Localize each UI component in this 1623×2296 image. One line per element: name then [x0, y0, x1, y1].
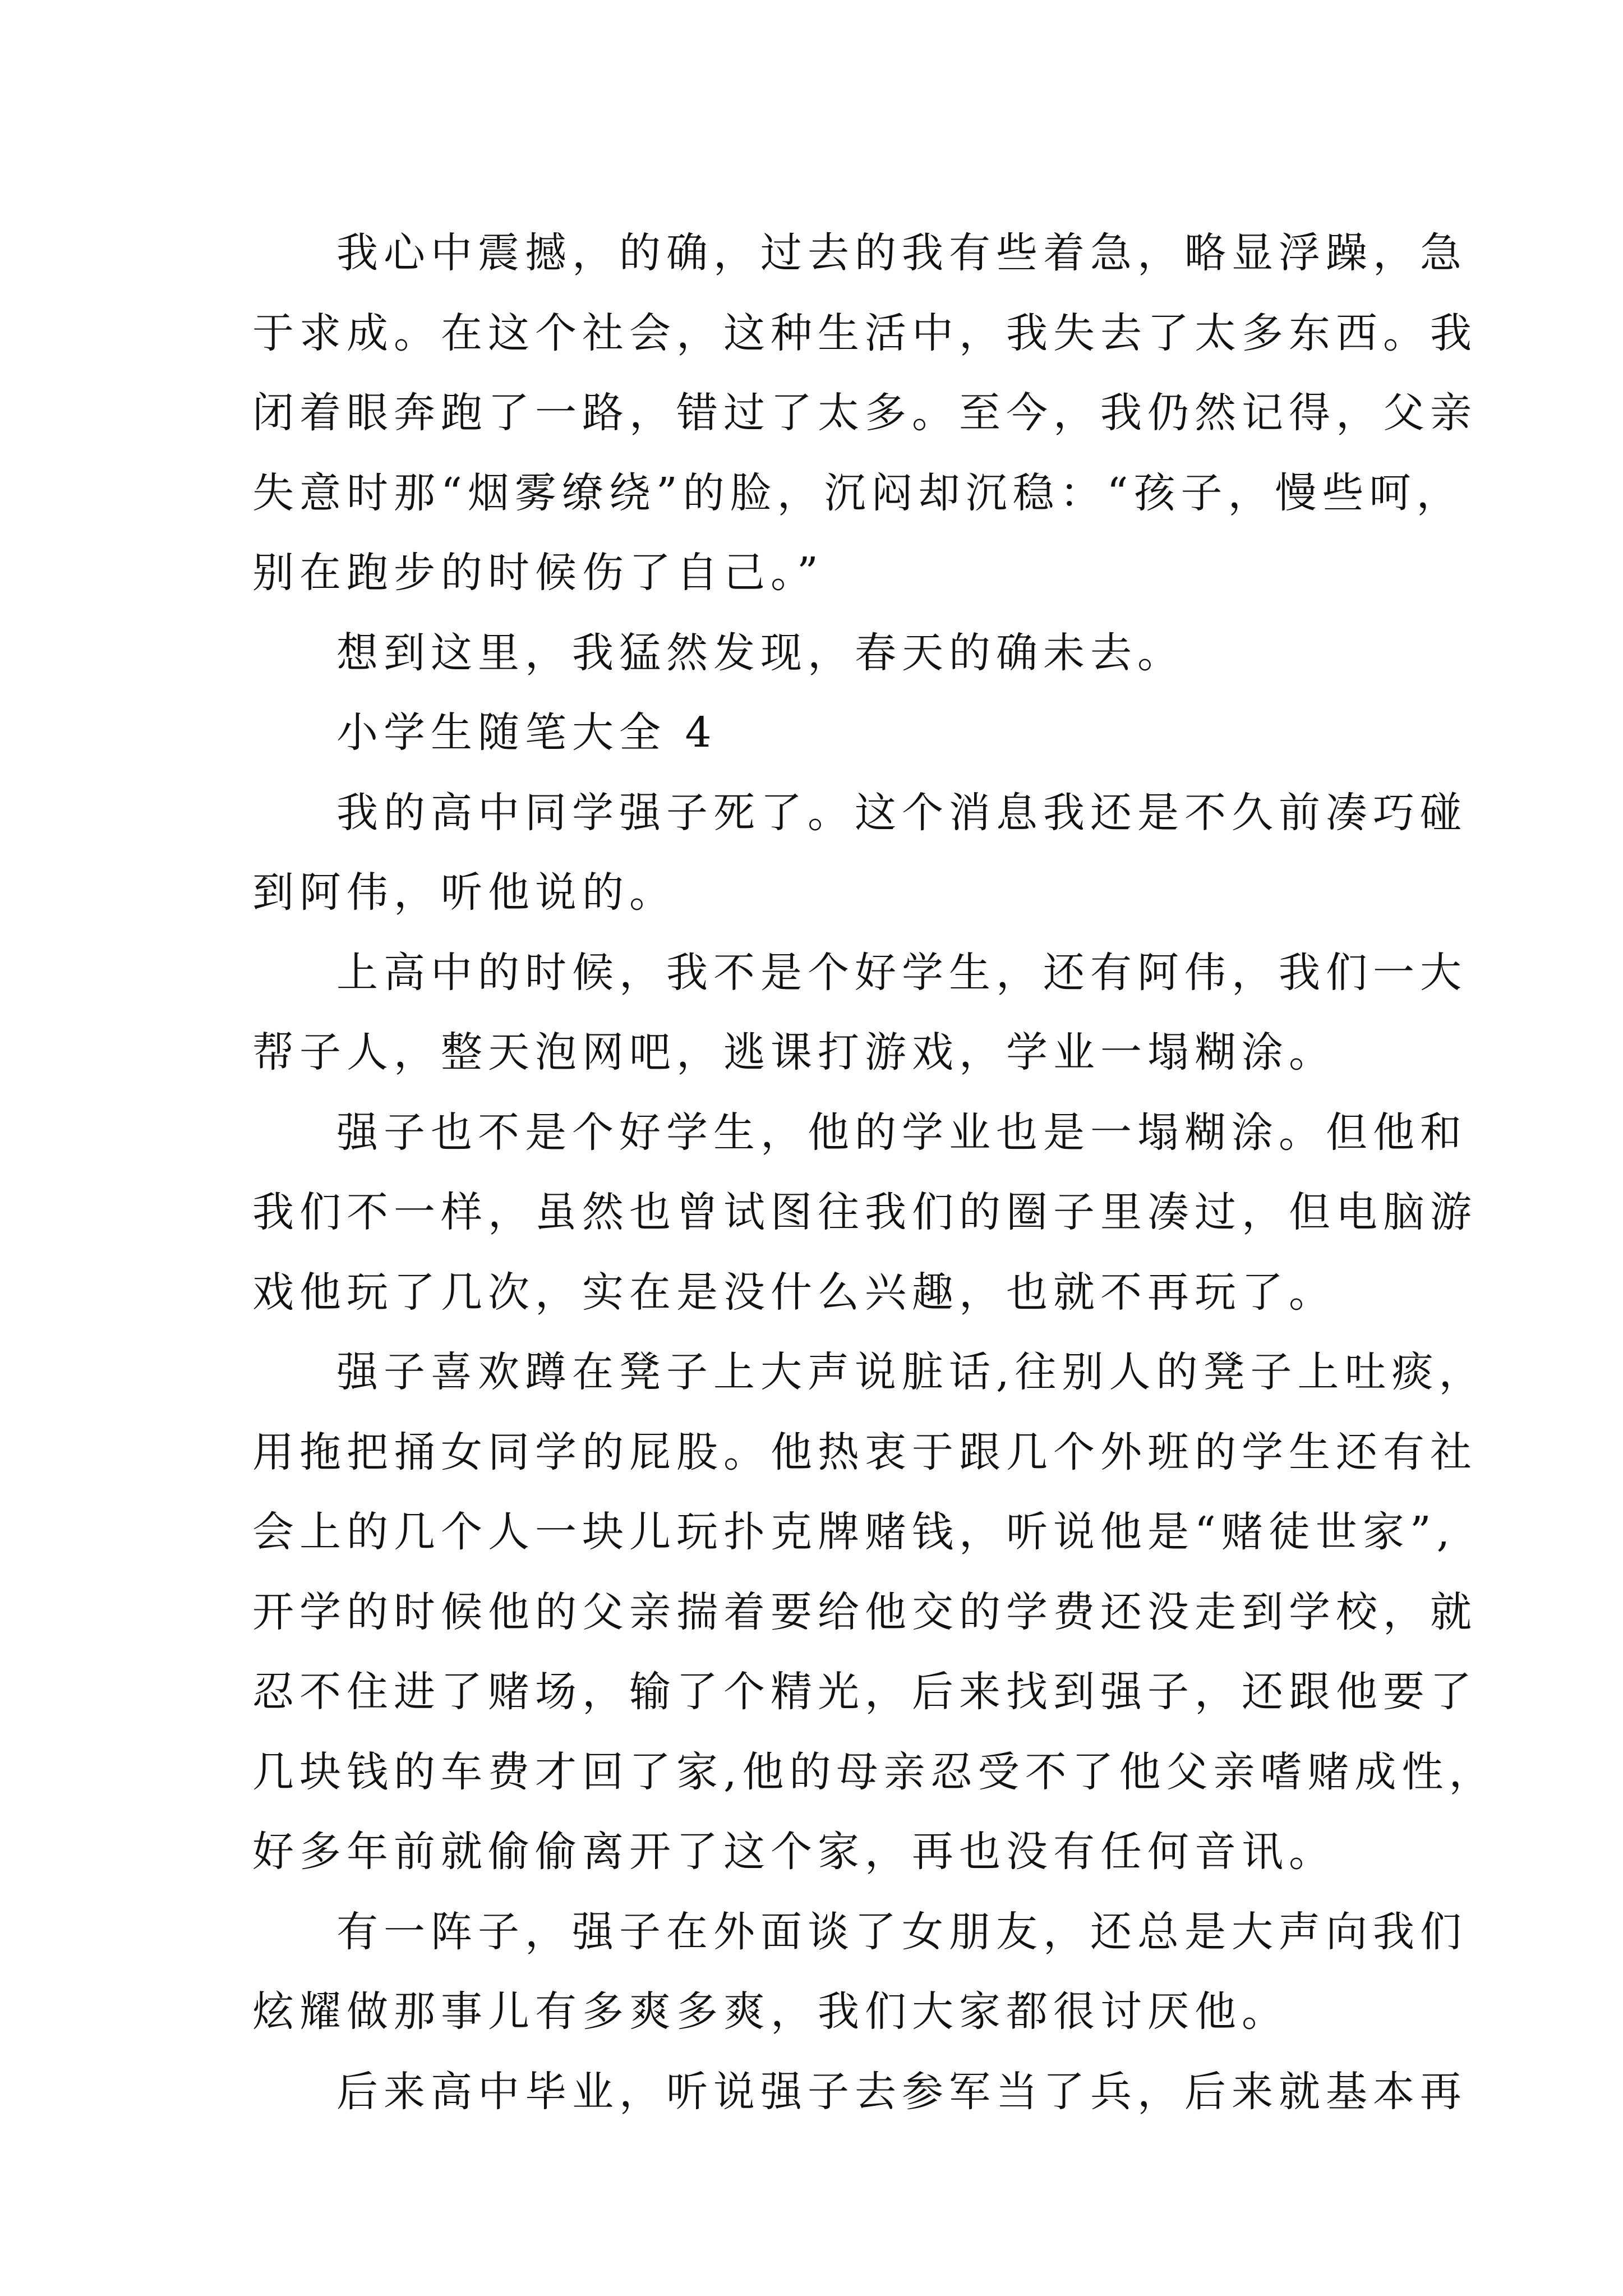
text-line: 开学的时候他的父亲揣着要给他交的学费还没走到学校，就 — [252, 1588, 1477, 1636]
text-line: 忍不住进了赌场，输了个精光，后来找到强子，还跟他要了 — [252, 1668, 1477, 1716]
document-body — [252, 213, 1496, 2132]
text-line: 炫耀做那事儿有多爽多爽，我们大家都很讨厌他。 — [252, 1987, 1289, 2036]
text-line: 用拖把捅女同学的屁股。他热衷于跟几个外班的学生还有社 — [252, 1428, 1477, 1476]
text-line: 我的高中同学强子死了。这个消息我还是不久前凑巧碰 — [336, 788, 1467, 837]
text-line: 后来高中毕业，听说强子去参军当了兵，后来就基本再 — [336, 2067, 1467, 2116]
text-line: 强子喜欢蹲在凳子上大声说脏话,往别人的凳子上吐痰， — [336, 1348, 1486, 1396]
text-line: 有一阵子，强子在外面谈了女朋友，还总是大声向我们 — [336, 1907, 1467, 1956]
text-line: 上高中的时候，我不是个好学生，还有阿伟，我们一大 — [336, 948, 1467, 997]
section-heading: 小学生随笔大全 4 — [336, 708, 717, 757]
text-line: 强子也不是个好学生，他的学业也是一塌糊涂。但他和 — [336, 1108, 1467, 1157]
text-line: 好多年前就偷偷离开了这个家，再也没有任何音讯。 — [252, 1828, 1336, 1876]
text-line: 戏他玩了几次，实在是没什么兴趣，也就不再玩了。 — [252, 1268, 1336, 1317]
text-line: 我心中震撼，的确，过去的我有些着急，略显浮躁，急 — [336, 229, 1467, 277]
text-line: 想到这里，我猛然发现，春天的确未去。 — [336, 628, 1184, 677]
text-line: 几块钱的车费才回了家,他的母亲忍受不了他父亲嗜赌成性， — [252, 1747, 1496, 1796]
text-line: 我们不一样，虽然也曾试图往我们的圈子里凑过，但电脑游 — [252, 1188, 1477, 1236]
text-line: 失意时那“烟雾缭绕”的脸，沉闷却沉稳：“孩子，慢些呵， — [252, 468, 1464, 517]
text-line: 于求成。在这个社会，这种生活中，我失去了太多东西。我 — [252, 309, 1477, 357]
text-line: 别在跑步的时候伤了自己。” — [252, 549, 824, 597]
text-line: 帮子人，整天泡网吧，逃课打游戏，学业一塌糊涂。 — [252, 1028, 1336, 1076]
text-line: 闭着眼奔跑了一路，错过了太多。至今，我仍然记得，父亲 — [252, 389, 1477, 437]
text-line: 会上的几个人一块儿玩扑克牌赌钱，听说他是“赌徒世家”, — [252, 1508, 1456, 1556]
text-line: 到阿伟，听他说的。 — [252, 868, 676, 917]
